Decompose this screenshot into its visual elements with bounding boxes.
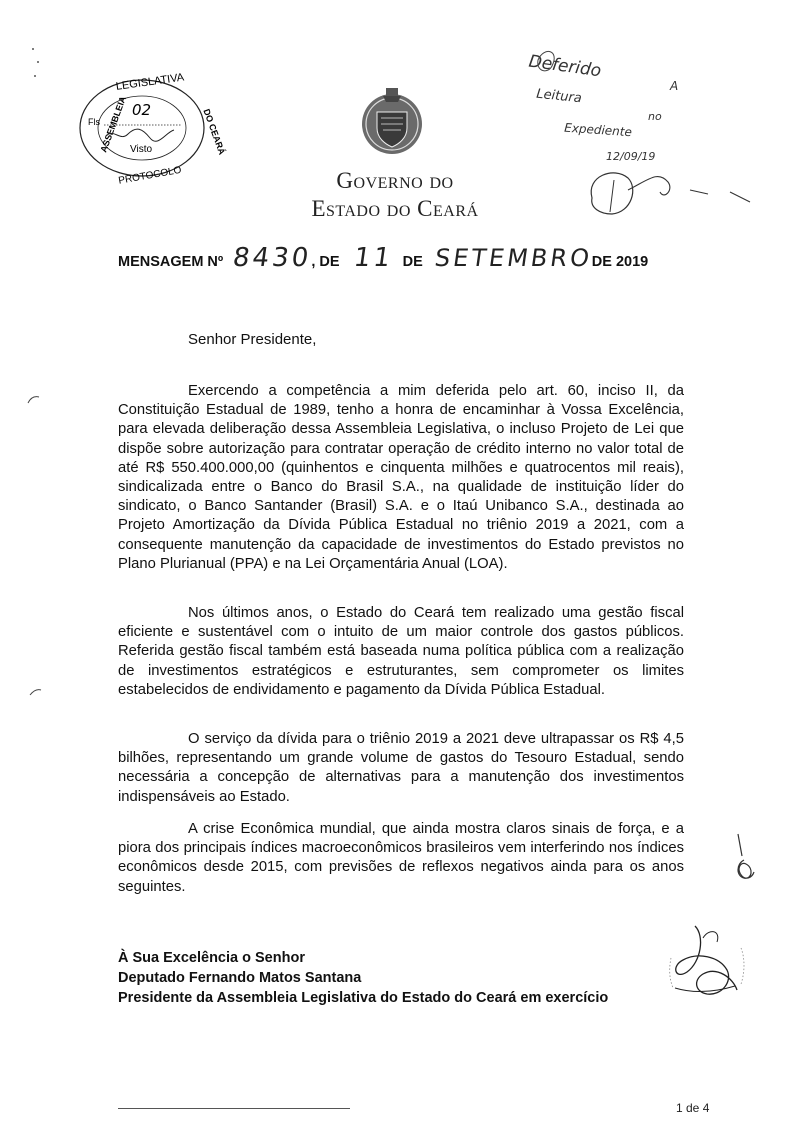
message-number-line: [118, 233, 678, 273]
message-month: SETEMBRO: [432, 244, 594, 272]
state-coat-of-arms: [353, 84, 431, 162]
government-header: [260, 167, 530, 223]
stamp-right-text: DO CEARÁ: [201, 107, 228, 157]
note-line-1: Deferido: [527, 51, 603, 82]
paragraph-1: Exercendo a competência a mim deferida pelo art. 60, inciso II, da Constituição Estadual de 1989, tenho a honra de encaminhar à Vossa Excelência, para elevada deliberação dessa Assembleia Legislativa, o incluso Projeto de Lei que dispõe sobre autorização para contratar operação de crédito interno no valor total de até R$ 550.400.000,00 (quinhentos e cinquenta milhões e quatrocentos mil reais), sindicalizada entre o Banco do Brasil S.A., na qualidade de instituição líder do sindicato, o Banco Santander (Brasil) S.A. e o Itaú Unibanco S.A., destinada ao Projeto Amortização da Dívida Pública Estadual no triênio 2019 a 2021, com a consequente manutenção da capacidade de investimentos do Estado previstos no Plano Plurianual (PPA) e na Lei Orçamentária Anual (LOA).: [118, 383, 684, 572]
note-line-5: Expediente: [563, 120, 633, 140]
addressee-line-3: Presidente da Assembleia Legislativa do Estado do Ceará em exercício: [118, 990, 609, 1006]
header-line-2: Estado do Ceará: [311, 196, 479, 221]
margin-rubric: [724, 830, 764, 890]
addressee-block: [118, 948, 678, 1008]
greeting: Senhor Presidente,: [188, 331, 317, 348]
footer-rule: [118, 1108, 350, 1109]
stamp-number: 02: [132, 101, 152, 119]
note-line-2: A: [670, 79, 679, 93]
stamp-fls-label: Fls: [88, 117, 100, 127]
message-label: MENSAGEM Nº: [118, 254, 224, 270]
stamp-top-text: LEGISLATIVA: [115, 71, 185, 93]
message-number: 8430: [231, 243, 314, 273]
note-line-4: no: [648, 110, 662, 123]
stamp-visto-label: Visto: [130, 144, 153, 155]
note-date: 12/09/19: [606, 150, 656, 163]
message-year: DE 2019: [591, 254, 649, 270]
body-paragraph: [118, 604, 684, 700]
protocol-stamp: [70, 68, 228, 187]
margin-mark: [28, 684, 42, 694]
message-de-1: , DE: [311, 254, 340, 270]
message-day: 11: [351, 243, 395, 273]
addressee-line-2: Deputado Fernando Matos Santana: [118, 970, 362, 986]
stamp-left-text: ASSEMBLEIA: [98, 94, 129, 154]
note-line-3: Leitura: [535, 86, 583, 107]
body-paragraph: [118, 730, 684, 807]
signature: [665, 918, 755, 1018]
paragraph-4: A crise Econômica mundial, que ainda mostra claros sinais de força, e a piora dos principais índices macroeconômicos brasileiros vem interferindo nos índices econômicos desde 2015, com previsões de reflexos negativos ainda para os anos seguintes.: [118, 821, 684, 895]
body-paragraph: [118, 820, 684, 897]
header-line-1: Governo do: [336, 168, 454, 193]
addressee-line-1: À Sua Excelência o Senhor: [118, 950, 305, 966]
stamp-bottom-text: PROTOCOLO: [117, 164, 183, 187]
paragraph-2: Nos últimos anos, o Estado do Ceará tem realizado uma gestão fiscal eficiente e sustentável com o intuito de um maior controle dos gastos públicos. Referida gestão fiscal também está baseada numa política pública com a realização de investimentos estratégicos e estruturantes, sem comprometer os limites estabelecidos de endividamento e pagamento da Dívida Pública Estadual.: [118, 605, 684, 698]
page-number: 1 de 4: [676, 1101, 710, 1115]
message-de-2: DE: [402, 254, 423, 270]
handwritten-dispatch-note: [520, 40, 770, 230]
margin-mark: [26, 392, 40, 402]
body-paragraph: [118, 382, 684, 574]
margin-dots: [30, 46, 42, 82]
paragraph-3: O serviço da dívida para o triênio 2019 a 2021 deve ultrapassar os R$ 4,5 bilhões, representando um grande volume de gastos do Tesouro Estadual, sendo necessária a concepção de alternativas para a manutenção dos investimentos indispensáveis ao Estado.: [118, 731, 684, 805]
